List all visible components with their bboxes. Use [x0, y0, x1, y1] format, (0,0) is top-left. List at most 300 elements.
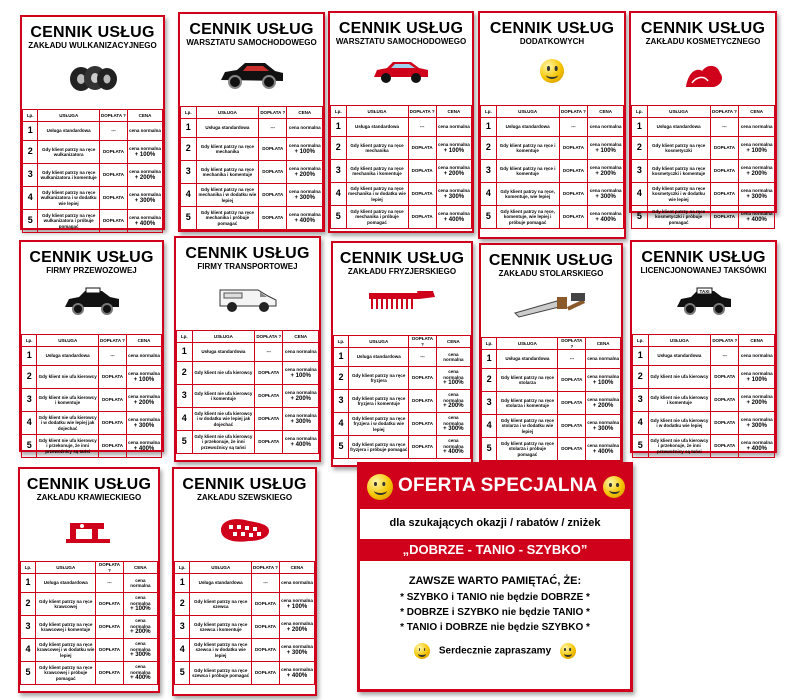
price-list-card	[328, 11, 474, 233]
surcharge-cell: DOPŁATA	[99, 210, 127, 233]
card-title: CENNIK USŁUG	[338, 20, 464, 37]
smiley-icon	[560, 643, 576, 659]
card-header	[632, 242, 775, 334]
header-price: CENA	[436, 336, 470, 348]
service-description: Usługa standardowa	[37, 347, 99, 366]
card-subtitle: LICENCJONOWANEJ TAKSÓWKI	[640, 266, 767, 275]
table-header	[181, 107, 323, 119]
surcharge-cell: DOPŁATA	[99, 164, 127, 187]
price-base: cena normalna	[740, 165, 773, 170]
price-row	[23, 122, 163, 141]
price-base: cena normalna	[128, 417, 160, 422]
price-cell	[436, 367, 470, 390]
price-row	[632, 118, 775, 137]
surcharge-cell: DOPŁATA	[408, 183, 436, 206]
service-description: Gdy klient patrzy na ręce stolarza i komentuje	[497, 392, 558, 415]
price-extra: + 100%	[443, 380, 464, 387]
header-lp: Lp.	[177, 331, 193, 343]
price-row	[633, 347, 775, 366]
card-title: CENNIK USŁUG	[26, 476, 152, 493]
price-base: cena normalna	[281, 621, 313, 626]
price-cell	[588, 206, 624, 229]
rule-line: * DOBRZE i SZYBKO nie będzie TANIO *	[400, 607, 590, 618]
header-surcharge: DOPŁATA ?	[96, 562, 123, 574]
surcharge-cell: DOPŁATA	[711, 389, 739, 412]
header-price: CENA	[123, 562, 157, 574]
closing-line	[360, 643, 630, 659]
row-number: 1	[481, 118, 497, 137]
red-car-icon	[371, 59, 431, 90]
row-number: 5	[633, 435, 649, 458]
header-surcharge: DOPŁATA ?	[408, 106, 436, 118]
price-base: cena normalna	[284, 390, 317, 395]
price-list-card	[478, 11, 626, 239]
row-number: 4	[23, 187, 38, 210]
price-cell	[586, 438, 621, 461]
price-cell	[436, 390, 470, 413]
header-surcharge: DOPŁATA ?	[99, 110, 127, 122]
price-base: cena normalna	[128, 394, 160, 399]
price-row	[632, 137, 775, 160]
price-base: cena normalna	[589, 211, 622, 216]
price-extra: + 100%	[130, 606, 151, 613]
price-base: cena normalna	[740, 211, 773, 216]
header-price: CENA	[127, 110, 162, 122]
price-extra: + 100%	[746, 147, 767, 154]
surcharge-cell: DOPŁATA	[99, 187, 127, 210]
surcharge-cell: ---	[98, 347, 126, 366]
price-base: cena normalna	[129, 215, 161, 220]
service-description: Gdy klient patrzy na ręce szewca	[190, 593, 252, 616]
header-service: USŁUGA	[37, 335, 99, 347]
header-service: USŁUGA	[346, 106, 408, 118]
card-header	[174, 469, 315, 561]
surcharge-cell: DOPŁATA	[259, 207, 287, 230]
price-row	[334, 413, 471, 436]
surcharge-cell: DOPŁATA	[409, 413, 436, 436]
price-row	[633, 435, 775, 458]
row-number: 3	[22, 389, 37, 412]
price-cell	[126, 435, 161, 458]
card-header	[330, 13, 472, 105]
price-cell	[126, 389, 161, 412]
card-title: CENNIK USŁUG	[489, 20, 615, 37]
price-extra: + 200%	[294, 171, 315, 178]
price-table	[22, 109, 163, 233]
price-row	[177, 362, 319, 385]
row-number: 5	[22, 435, 37, 458]
price-row	[331, 183, 472, 206]
row-number: 4	[21, 639, 36, 662]
price-cell	[283, 385, 319, 408]
price-cell	[739, 137, 775, 160]
row-number: 1	[23, 122, 38, 141]
price-cell	[283, 431, 319, 454]
van-icon	[218, 284, 278, 319]
row-number: 3	[632, 160, 648, 183]
price-base: cena normalna	[281, 580, 313, 586]
price-base: cena normalna	[443, 392, 464, 403]
service-description: Gdy klient patrzy na ręce mechanika i próbuje pomagać	[346, 206, 408, 229]
service-description: Gdy klient patrzy na ręce wulkanizatora i komentuje	[38, 164, 100, 187]
price-cell	[123, 616, 157, 639]
surcharge-cell: DOPŁATA	[558, 438, 586, 461]
surcharge-cell: DOPŁATA	[559, 206, 588, 229]
price-cell	[436, 206, 471, 229]
price-row	[23, 141, 163, 164]
card-title: CENNIK USŁUG	[339, 250, 465, 267]
price-extra: + 300%	[134, 197, 156, 204]
surcharge-cell: DOPŁATA	[98, 389, 126, 412]
card-header	[180, 14, 323, 106]
row-number: 5	[331, 206, 347, 229]
price-extra: + 400%	[130, 675, 151, 682]
surcharge-cell: DOPŁATA	[710, 160, 739, 183]
header-service: USŁUGA	[192, 331, 254, 343]
header-service: USŁUGA	[497, 338, 558, 350]
service-description: Gdy klient patrzy na ręce stolarza	[497, 369, 558, 392]
card-header	[480, 13, 624, 105]
row-number: 1	[181, 119, 197, 138]
row-number: 1	[633, 347, 649, 366]
special-offer-sign	[357, 462, 633, 692]
card-subtitle: ZAKŁADU WULKANIZACYJNEGO	[28, 41, 157, 50]
row-number: 4	[633, 412, 649, 435]
price-cell	[436, 413, 470, 436]
taxi-car-icon	[62, 288, 122, 321]
table-header	[23, 110, 163, 122]
price-base: cena normalna	[129, 146, 161, 151]
row-number: 2	[23, 141, 38, 164]
header-surcharge: DOPŁATA ?	[559, 106, 588, 118]
service-description: Gdy klient nie ufa kierowcy	[37, 366, 99, 389]
price-base: cena normalna	[443, 415, 464, 426]
row-number: 3	[177, 385, 193, 408]
surcharge-cell: ---	[711, 347, 739, 366]
price-base: cena normalna	[587, 397, 619, 402]
price-extra: + 300%	[290, 418, 311, 425]
price-extra: + 200%	[134, 174, 156, 181]
price-base: cena normalna	[589, 188, 622, 193]
card-subtitle: FIRMY PRZEWOZOWEJ	[46, 266, 137, 275]
price-row	[175, 574, 315, 593]
price-row	[21, 574, 158, 593]
header-price: CENA	[279, 562, 314, 574]
row-number: 3	[21, 616, 36, 639]
price-extra: + 400%	[286, 672, 308, 679]
price-row	[481, 118, 624, 137]
header-surcharge: DOPŁATA ?	[255, 331, 283, 343]
price-extra: + 400%	[595, 216, 616, 223]
header-service: USŁUGA	[196, 107, 258, 119]
service-description: Usługa standardowa	[648, 347, 710, 366]
service-description: Gdy klient patrzy na ręce i komentuje	[496, 137, 559, 160]
service-description: Gdy klient nie ufa kierowcy i przekonuje, że inni przewoźnicy są tańsi	[648, 435, 710, 458]
price-row	[22, 412, 162, 435]
header-service: USŁUGA	[648, 335, 710, 347]
surcharge-cell: ---	[710, 118, 739, 137]
header-lp: Lp.	[633, 335, 649, 347]
header-lp: Lp.	[21, 562, 36, 574]
price-extra: + 100%	[592, 379, 614, 386]
service-description: Gdy klient patrzy na ręce krawcowej	[36, 593, 96, 616]
service-description: Gdy klient nie ufa kierowcy	[648, 366, 710, 389]
price-base: cena normalna	[130, 618, 151, 629]
card-title: CENNIK USŁUG	[29, 249, 154, 266]
service-description: Usługa standardowa	[196, 119, 258, 138]
surcharge-cell: ---	[409, 348, 436, 367]
price-base: cena normalna	[443, 351, 464, 362]
price-cell	[283, 408, 319, 431]
price-row	[331, 206, 472, 229]
surcharge-cell: DOPŁATA	[711, 435, 739, 458]
price-cell	[126, 347, 161, 366]
beauty-icon	[678, 59, 728, 94]
row-number: 5	[175, 662, 190, 685]
price-base: cena normalna	[281, 667, 313, 672]
price-row	[181, 161, 323, 184]
service-description: Gdy klient patrzy na ręce kosmetyczki i komentuje	[647, 160, 710, 183]
row-number: 4	[331, 183, 347, 206]
surcharge-cell: DOPŁATA	[710, 206, 739, 229]
price-cell	[739, 389, 775, 412]
row-number: 1	[177, 343, 193, 362]
price-row	[21, 662, 158, 685]
table-header	[334, 336, 471, 348]
card-header	[631, 13, 775, 105]
price-base: cena normalna	[587, 420, 619, 425]
price-row	[181, 119, 323, 138]
service-description: Usługa standardowa	[647, 118, 710, 137]
surcharge-cell: DOPŁATA	[558, 415, 586, 438]
row-number: 5	[632, 206, 648, 229]
card-subtitle: ZAKŁADU SZEWSKIEGO	[196, 493, 293, 502]
price-extra: + 100%	[595, 147, 616, 154]
table-header	[482, 338, 621, 350]
price-extra: + 200%	[443, 403, 464, 410]
surcharge-cell: DOPŁATA	[558, 369, 586, 392]
price-base: cena normalna	[284, 367, 317, 372]
price-table	[21, 334, 162, 458]
row-number: 5	[181, 207, 197, 230]
price-row	[633, 412, 775, 435]
price-row	[482, 369, 621, 392]
price-cell	[123, 639, 157, 662]
price-base: cena normalna	[130, 664, 151, 675]
header-surcharge: DOPŁATA ?	[251, 562, 279, 574]
price-row	[22, 366, 162, 389]
smiley-icon	[540, 59, 564, 88]
price-cell	[436, 183, 471, 206]
header-price: CENA	[586, 338, 621, 350]
price-cell	[279, 574, 314, 593]
price-cell	[127, 164, 162, 187]
price-cell	[739, 206, 775, 229]
service-description: Gdy klient nie ufa kierowcy i przekonuje, że inni przewoźnicy są tańsi	[37, 435, 99, 458]
price-cell	[283, 362, 319, 385]
price-table	[480, 105, 624, 229]
price-extra: + 300%	[595, 193, 616, 200]
price-row	[175, 616, 315, 639]
price-list-card	[174, 236, 321, 462]
price-extra: + 100%	[134, 151, 156, 158]
price-row	[331, 160, 472, 183]
surcharge-cell: DOPŁATA	[96, 662, 123, 685]
price-base: cena normalna	[288, 166, 321, 171]
comb-icon	[367, 289, 437, 318]
surcharge-cell: DOPŁATA	[96, 616, 123, 639]
shoe-sole-icon	[217, 515, 273, 550]
row-number: 5	[23, 210, 38, 233]
card-header	[333, 243, 471, 335]
row-number: 5	[177, 431, 193, 454]
price-list-card	[630, 240, 777, 453]
price-base: cena normalna	[589, 142, 622, 147]
row-number: 4	[482, 415, 497, 438]
price-base: cena normalna	[740, 394, 773, 399]
price-row	[181, 184, 323, 207]
service-description: Gdy klient patrzy na ręce, komentuje, wie lepiej i próbuje pomagać	[496, 206, 559, 229]
surcharge-cell: DOPŁATA	[251, 616, 279, 639]
price-base: cena normalna	[284, 436, 317, 441]
price-row	[481, 137, 624, 160]
surcharge-cell: DOPŁATA	[259, 161, 287, 184]
car-icon	[217, 60, 287, 95]
surcharge-cell: DOPŁATA	[99, 141, 127, 164]
row-number: 1	[331, 118, 347, 137]
price-base: cena normalna	[740, 440, 773, 445]
price-cell	[279, 639, 314, 662]
row-number: 2	[334, 367, 349, 390]
price-table	[632, 334, 775, 458]
price-base: cena normalna	[589, 165, 622, 170]
price-row	[177, 385, 319, 408]
card-subtitle: FIRMY TRANSPORTOWEJ	[197, 262, 298, 271]
price-row	[177, 408, 319, 431]
header-lp: Lp.	[331, 106, 347, 118]
surcharge-cell: DOPŁATA	[255, 431, 283, 454]
special-offer-subtitle: dla szukających okazji / rabatów / zniżek	[389, 517, 601, 529]
service-description: Gdy klient patrzy na ręce szewca i w dodatku wie lepiej	[190, 639, 252, 662]
sewing-machine-icon	[64, 515, 114, 550]
surcharge-cell: DOPŁATA	[251, 593, 279, 616]
service-description: Gdy klient patrzy na ręce, komentuje, wie lepiej	[496, 183, 559, 206]
price-extra: + 100%	[286, 603, 308, 610]
price-extra: + 400%	[290, 441, 311, 448]
header-service: USŁUGA	[38, 110, 100, 122]
remember-heading: ZAWSZE WARTO PAMIĘTAĆ, ŻE:	[408, 575, 582, 587]
price-extra: + 300%	[746, 193, 767, 200]
price-cell	[127, 141, 162, 164]
row-number: 4	[181, 184, 197, 207]
surcharge-cell: DOPŁATA	[255, 408, 283, 431]
price-row	[481, 206, 624, 229]
card-subtitle: ZAKŁADU KRAWIECKIEGO	[36, 493, 142, 502]
price-list-card	[20, 15, 165, 230]
card-header	[176, 238, 319, 330]
header-surcharge: DOPŁATA ?	[558, 338, 586, 350]
price-table	[176, 330, 319, 454]
price-table	[330, 105, 472, 229]
tires-icon	[67, 63, 119, 98]
surcharge-cell: DOPŁATA	[408, 206, 436, 229]
price-row	[21, 616, 158, 639]
price-row	[632, 183, 775, 206]
card-title: CENNIK USŁUG	[640, 20, 766, 37]
price-row	[632, 206, 775, 229]
service-description: Gdy klient patrzy na ręce wulkanizatora i w dodatku wie lepiej	[38, 187, 100, 210]
price-extra: + 400%	[746, 216, 767, 223]
price-cell	[126, 412, 161, 435]
svg-text:TAXI: TAXI	[699, 289, 709, 294]
price-list-card	[19, 240, 164, 452]
price-base: cena normalna	[130, 577, 151, 588]
price-row	[21, 639, 158, 662]
price-extra: + 300%	[130, 652, 151, 659]
price-extra: + 100%	[746, 376, 767, 383]
saw-hammer-icon	[513, 291, 589, 324]
header-price: CENA	[126, 335, 161, 347]
table-header	[633, 335, 775, 347]
surcharge-cell: ---	[99, 122, 127, 141]
price-extra: + 300%	[133, 422, 155, 429]
price-extra: + 100%	[133, 376, 155, 383]
price-extra: + 200%	[286, 626, 308, 633]
price-cell	[287, 184, 323, 207]
surcharge-cell: ---	[255, 343, 283, 362]
price-base: cena normalna	[128, 371, 160, 376]
price-base: cena normalna	[128, 353, 160, 359]
surcharge-cell: DOPŁATA	[259, 138, 287, 161]
price-row	[181, 207, 323, 230]
surcharge-cell: DOPŁATA	[559, 137, 588, 160]
service-description: Gdy klient nie ufa kierowcy i przekonuje, że inni przewoźnicy są tańsi	[192, 431, 254, 454]
price-base: cena normalna	[589, 124, 622, 130]
price-row	[22, 389, 162, 412]
price-row	[177, 343, 319, 362]
price-cell	[279, 593, 314, 616]
row-number: 1	[22, 347, 37, 366]
header-lp: Lp.	[334, 336, 349, 348]
price-table	[174, 561, 315, 685]
price-base: cena normalna	[437, 211, 470, 216]
price-row	[175, 662, 315, 685]
service-description: Usługa standardowa	[346, 118, 408, 137]
surcharge-cell: ---	[259, 119, 287, 138]
price-row	[175, 593, 315, 616]
price-cell	[588, 118, 624, 137]
row-number: 2	[181, 138, 197, 161]
price-base: cena normalna	[740, 188, 773, 193]
price-extra: + 200%	[130, 629, 151, 636]
row-number: 5	[481, 206, 497, 229]
card-title: CENNIK USŁUG	[30, 24, 155, 41]
surcharge-cell: DOPŁATA	[259, 184, 287, 207]
price-row	[481, 160, 624, 183]
service-description: Gdy klient nie ufa kierowcy i w dodatku wie lepiej jak dojechać	[192, 408, 254, 431]
price-cell	[287, 207, 323, 230]
header-service: USŁUGA	[349, 336, 409, 348]
row-number: 1	[21, 574, 36, 593]
row-number: 1	[632, 118, 648, 137]
price-extra: + 400%	[746, 445, 767, 452]
service-description: Gdy klient patrzy na ręce krawcowej i komentuje	[36, 616, 96, 639]
price-row	[23, 164, 163, 187]
surcharge-cell: ---	[558, 350, 586, 369]
header-lp: Lp.	[23, 110, 38, 122]
header-service: USŁUGA	[496, 106, 559, 118]
closing-text: Serdecznie zapraszamy	[438, 645, 552, 657]
